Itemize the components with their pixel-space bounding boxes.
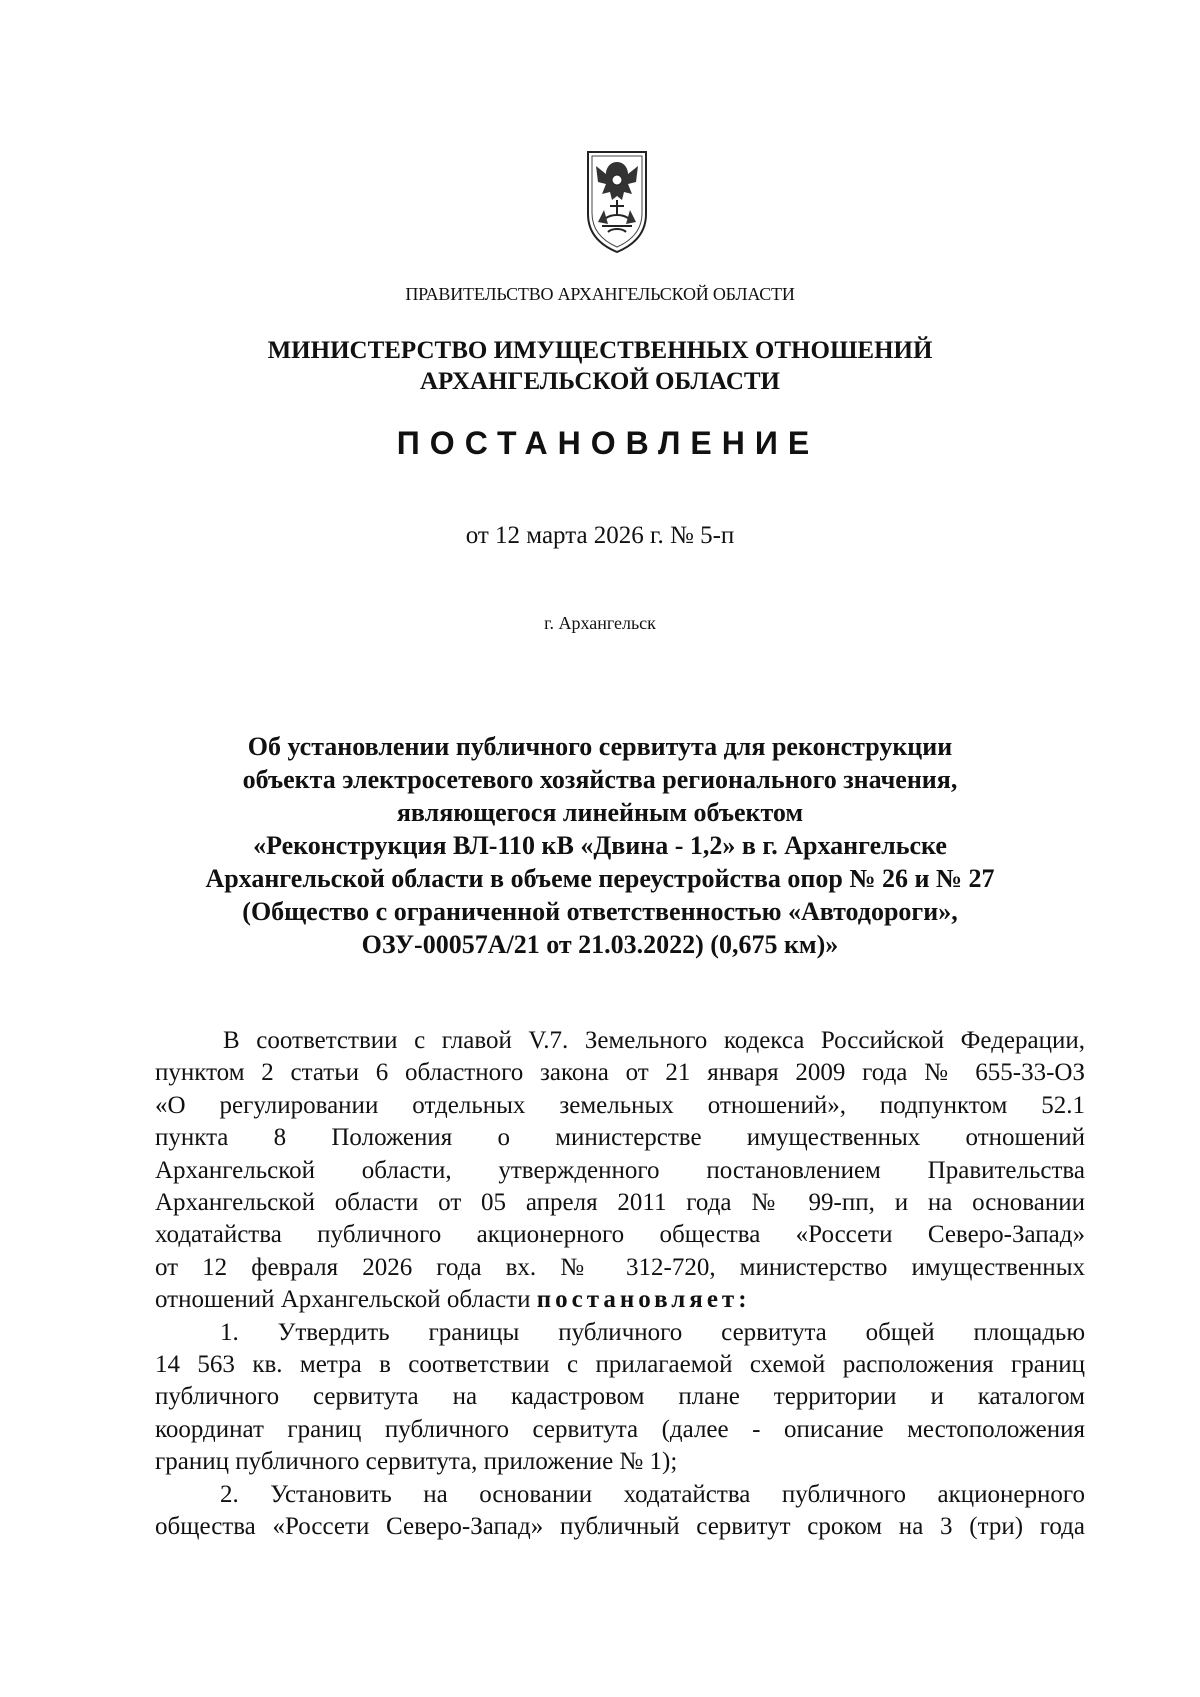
item-2-line: общества «Россети Северо-Запад» публичный сервитут сроком на 3 (три) года — [155, 1513, 1085, 1541]
subject-line: Архангельской области в объеме переустройства опор № 26 и № 27 — [205, 864, 995, 893]
item-1-line: публичного сервитута на кадастровом плане территории и каталогом — [155, 1383, 1085, 1411]
subject-line: ОЗУ-00057А/21 от 21.03.2022) (0,675 км)» — [361, 930, 839, 959]
subject-title — [0, 730, 1200, 961]
item-1-line: координат границ публичного сервитута (далее - описание местоположения — [155, 1415, 1085, 1443]
item-1-line: границ публичного сервитута, приложение № 1); — [155, 1448, 678, 1476]
body-text: отношений Архангельской области — [155, 1286, 537, 1314]
decree-keyword: постановляет: — [536, 1286, 751, 1314]
body-line: ходатайства публичного акционерного общества «Россети Северо-Запад» — [155, 1221, 1085, 1249]
ministry-title — [0, 335, 1200, 397]
body-line: Архангельской области от 05 апреля 2011 года № 99-пп, и на основании — [155, 1189, 1085, 1217]
item-1-line: 1. Утвердить границы публичного сервитута общей площадью — [220, 1318, 1085, 1346]
body-line — [155, 1284, 1085, 1316]
body-line: Архангельской области, утвержденного постановлением Правительства — [155, 1156, 1085, 1184]
item-1-line: 14 563 кв. метра в соответствии с прилагаемой схемой расположения границ — [155, 1351, 1085, 1379]
body-line: пунктом 2 статьи 6 областного закона от 21 января 2009 года № 655-33-ОЗ — [155, 1059, 1085, 1087]
subject-line: являющегося линейным объектом — [396, 798, 804, 827]
city: г. Архангельск — [544, 613, 656, 633]
date-number: от 12 марта 2026 г. № 5-п — [465, 522, 735, 549]
subject-line: объекта электросетевого хозяйства регионального значения, — [242, 765, 958, 794]
body-line: «О регулировании отдельных земельных отношений», подпунктом 52.1 — [155, 1091, 1085, 1119]
ministry-title-line: АРХАНГЕЛЬСКОЙ ОБЛАСТИ — [420, 368, 780, 395]
government-title: ПРАВИТЕЛЬСТВО АРХАНГЕЛЬСКОЙ ОБЛАСТИ — [405, 284, 795, 304]
item-2-line: 2. Установить на основании ходатайства публичного акционерного — [220, 1480, 1085, 1508]
ministry-title-line: МИНИСТЕРСТВО ИМУЩЕСТВЕННЫХ ОТНОШЕНИЙ — [267, 337, 933, 364]
document-type: ПОСТАНОВЛЕНИЕ — [396, 425, 820, 461]
body-line: пункта 8 Положения о министерстве имущественных отношений — [155, 1124, 1085, 1152]
body-line: В соответствии с главой V.7. Земельного кодекса Российской Федерации, — [223, 1027, 1085, 1054]
body-line: от 12 февраля 2026 года вх. № 312-720, министерство имущественных — [155, 1253, 1085, 1281]
document-body — [155, 1025, 1085, 1544]
subject-line: «Реконструкция ВЛ-110 кВ «Двина - 1,2» в г. Архангельске — [253, 831, 947, 860]
coat-of-arms-icon — [582, 148, 652, 254]
subject-line: (Общество с ограниченной ответственностью «Автодороги», — [242, 897, 958, 926]
subject-line: Об установлении публичного сервитута для реконструкции — [247, 732, 953, 761]
